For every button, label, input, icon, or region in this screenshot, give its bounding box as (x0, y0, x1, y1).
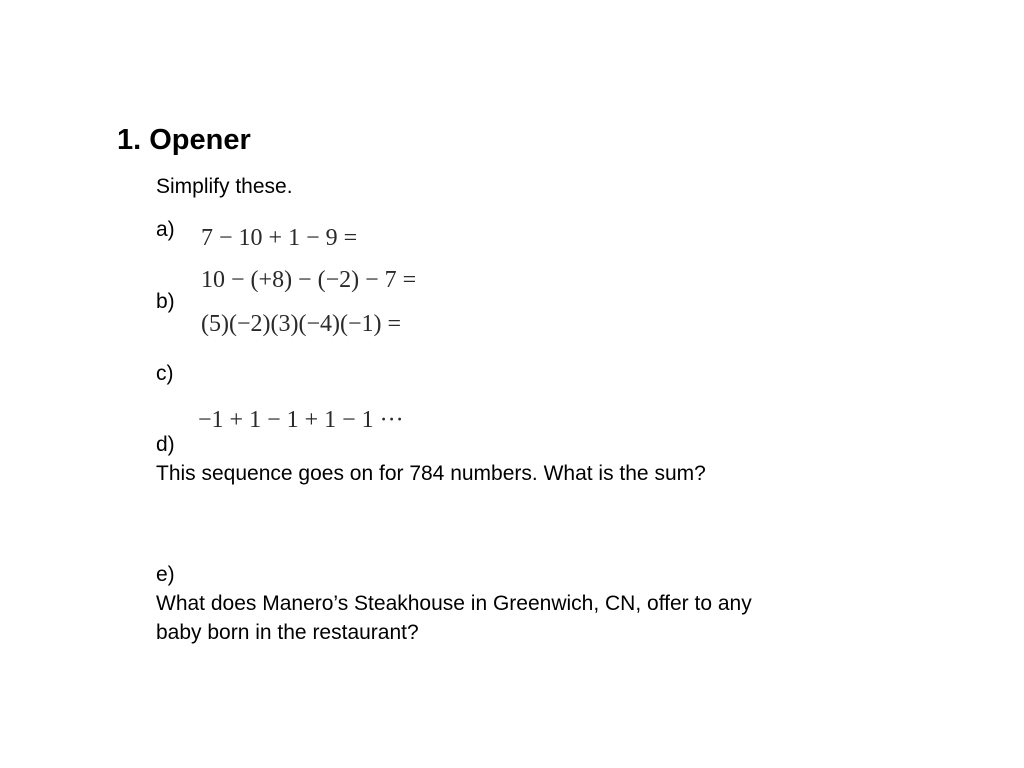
item-c-expression: (5)(−2)(3)(−4)(−1) = (201, 311, 402, 337)
item-a-expression: 7 − 10 + 1 − 9 = (201, 225, 358, 251)
item-e-label: e) (156, 563, 175, 586)
item-c-label: c) (156, 362, 174, 385)
item-d-label: d) (156, 433, 175, 456)
item-b-expression: 10 − (+8) − (−2) − 7 = (201, 267, 417, 293)
item-e-question-line-1: What does Manero’s Steakhouse in Greenwich, CN, offer to any (156, 592, 752, 615)
slide-title: 1. Opener (117, 124, 251, 156)
item-d-expression: −1 + 1 − 1 + 1 − 1 ··· (198, 407, 404, 433)
item-a-label: a) (156, 218, 175, 241)
item-e-question-line-2: baby born in the restaurant? (156, 621, 419, 644)
instruction-text: Simplify these. (156, 175, 293, 198)
item-b-label: b) (156, 290, 175, 313)
item-d-question: This sequence goes on for 784 numbers. What is the sum? (156, 462, 706, 485)
